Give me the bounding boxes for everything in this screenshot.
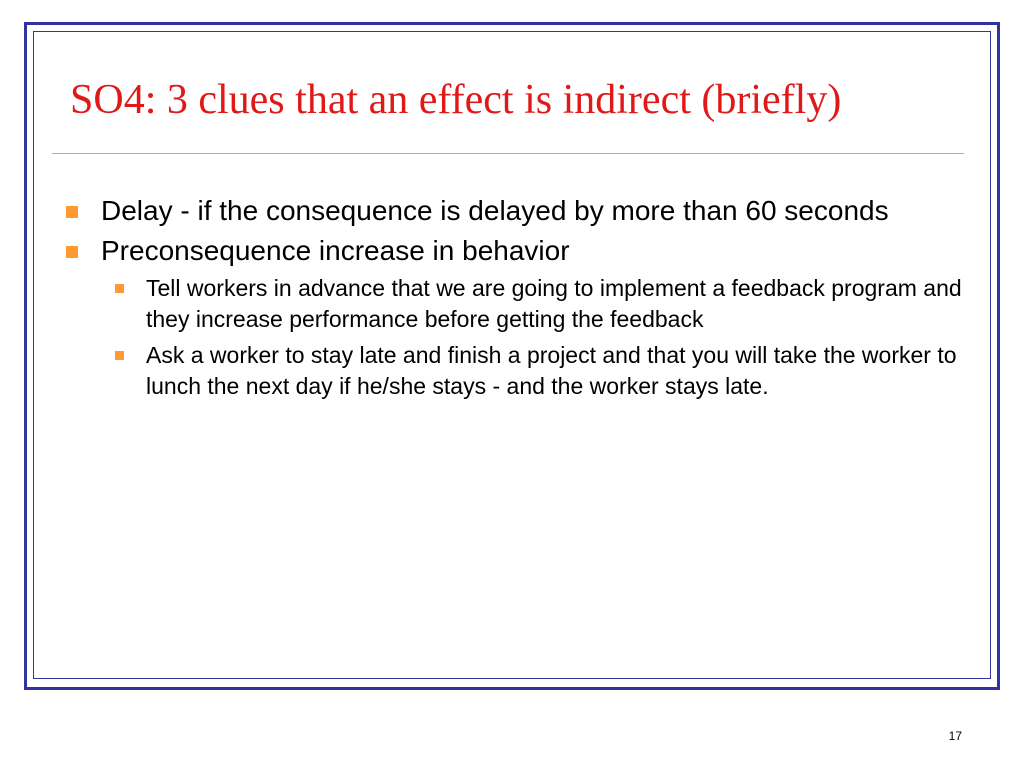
bullet-item [62,193,967,228]
square-bullet-icon [115,284,124,293]
square-bullet-icon [115,351,124,360]
sub-bullet-text: Tell workers in advance that we are going to implement a feedback program and they increase performance before getting the feedback [146,275,962,332]
square-bullet-icon [66,246,78,258]
title-divider [52,153,964,154]
square-bullet-icon [66,206,78,218]
page-number: 17 [948,729,962,743]
sub-bullet-text: Ask a worker to stay late and finish a project and that you will take the worker to lunch the next day if he/she stays - and the worker stays late. [146,342,957,399]
sub-bullet-item [62,273,967,335]
sub-bullet-item [62,340,967,402]
slide-content [62,193,967,407]
bullet-item [62,233,967,268]
bullet-text: Preconsequence increase in behavior [101,235,570,266]
slide-title: SO4: 3 clues that an effect is indirect (briefly) [70,77,842,123]
bullet-text: Delay - if the consequence is delayed by more than 60 seconds [101,195,889,226]
